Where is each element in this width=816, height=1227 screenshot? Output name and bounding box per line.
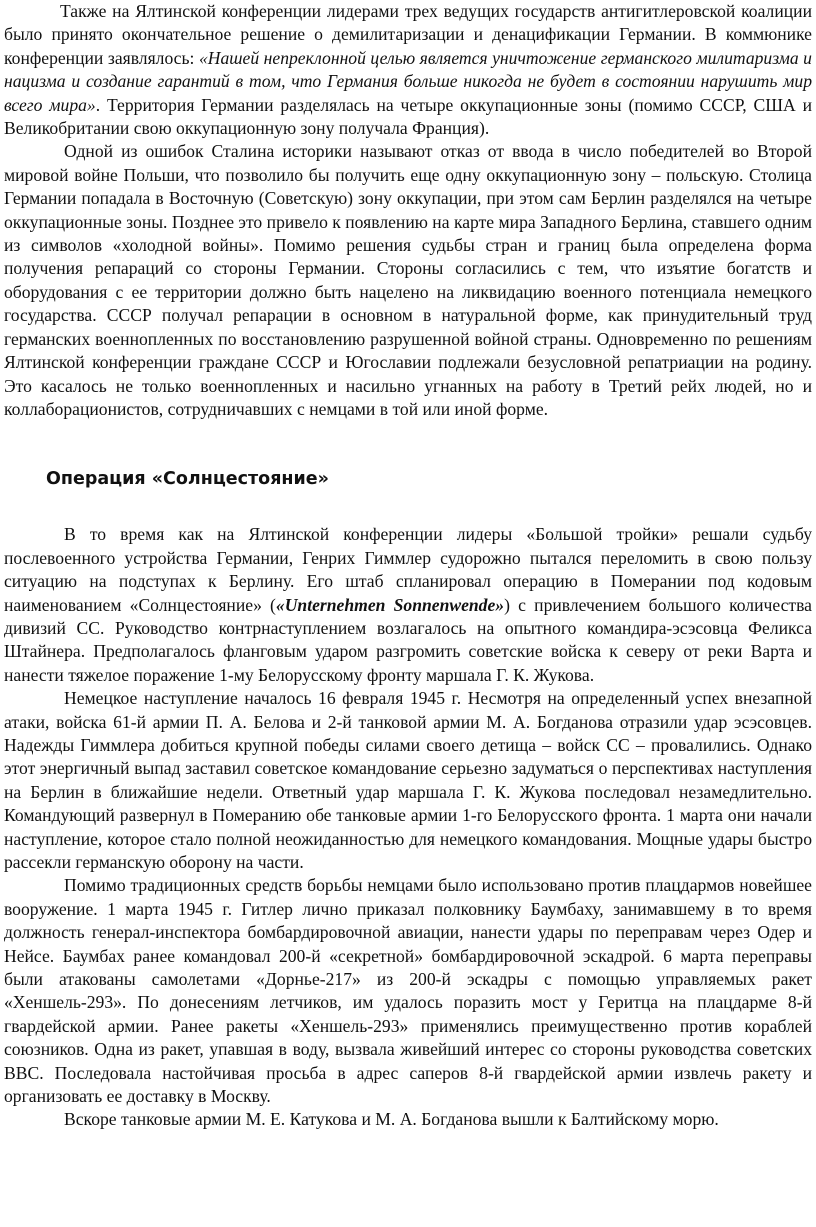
- paragraph-text: Немецкое наступление началось 16 февраля 1945 г. Несмотря на определенный успех внезапной атаки, войска 61-й армии П. А. Белова и 2-й танковой армии М. А. Богданова отразили удар эсэсовцев. Надежды Гиммлера добиться крупной победы силами своего детища – войск СС – провалились. Однако этот энергичный выпад заставил советское командование серьезно задуматься о перспективах наступления на Берлин в ближайшие недели. Ответный удар маршала Г. К. Жукова последовал незамедлительно. Командующий развернул в Померанию обе танковые армии 1-го Белорусского фронта. 1 марта они начали наступление, которое стало полной неожиданностью для немецкого командования. Мощные удары быстро рассекли германскую оборону на части.: [4, 688, 812, 872]
- paragraph-p4: [4, 687, 812, 874]
- paragraph-text: ) с привлечением большого количества дивизий СС. Руководство контрнаступлением возлагалось на опытного командира-эсэсовца Феликса Штайнера. Предполагалось фланговым ударом разгромить советские войска к северу от реки Варта и нанести тяжелое поражение 1-му Белорусскому фронту маршала Г. К. Жукова.: [4, 594, 812, 685]
- paragraph-text: . Территория Германии разделялась на четыре оккупационные зоны (помимо СССР, США и Великобритании свою оккупационную зону получала Франция).: [4, 94, 812, 139]
- paragraph-text: Вскоре танковые армии М. Е. Катукова и М. А. Богданова вышли к Балтийскому морю.: [64, 1109, 719, 1130]
- paragraph-text: Помимо традиционных средств борьбы немцами было использовано против плацдармов новейшее вооружение. 1 марта 1945 г. Гитлер лично приказал полковнику Баумбаху, занимавшему в то время должность генерал-инспектора бомбардировочной авиации, нанести удары по переправам через Одер и Нейсе. Баумбах ранее командовал 200-й «секретной» бомбардировочной эскадрой. 6 марта переправы были атакованы самолетами «Дорнье-217» из 200-й эскадры с помощью управляемых ракет «Хеншель-293». По донесениям летчиков, им удалось поразить мост у Геритца на плацдарме 8-й гвардейской армии. Ранее ракеты «Хеншель-293» применялись преимущественно против кораблей союзников. Одна из ракет, упавшая в воду, вызвала живейший интерес со стороны руководства советских ВВС. Последовала настойчивая просьба в адрес саперов 8-й гвардейской армии извлечь ракету и организовать ее доставку в Москву.: [4, 875, 812, 1107]
- paragraph-p5: [4, 874, 812, 1108]
- emphasized-text: «Нашей непреклонной целью является уничтожение германского милитаризма и нацизма и создание гарантий в том, что Германия больше никогда не будет в состоянии нарушить мир всего мира»: [4, 47, 812, 115]
- paragraph-text: В то время как на Ялтинской конференции лидеры «Большой тройки» решали судьбу послевоенного устройства Германии, Генрих Гиммлер судорожно пытался переломить в свою пользу ситуацию на подступах к Берлину. Его штаб спланировал операцию в Померании под кодовым наименованием «Солнцестояние» (: [4, 524, 812, 615]
- emphasized-text: «Unternehmen Sonnenwende»: [275, 594, 505, 615]
- top-section: [4, 0, 812, 421]
- paragraph-p1: [4, 0, 812, 140]
- paragraph-p3: [4, 523, 812, 687]
- bottom-section: [4, 523, 812, 1132]
- section-heading: Операция «Солнцестояние»: [46, 469, 329, 490]
- paragraph-p6: [4, 1108, 812, 1131]
- paragraph-text: Также на Ялтинской конференции лидерами трех ведущих государств антигитлеровской коалиции было принято окончательное решение о демилитаризации и денацификации Германии. В коммюнике конференции заявлялось:: [4, 1, 812, 68]
- paragraph-p2: [4, 140, 812, 421]
- paragraph-text: Одной из ошибок Сталина историки называют отказ от ввода в число победителей во Второй мировой войне Польши, что позволило бы получить еще одну оккупационную зону – польскую. Столица Германии попадала в Восточную (Советскую) зону оккупации, при этом сам Берлин разделялся на четыре оккупационные зоны. Позднее это привело к появлению на карте мира Западного Берлина, ставшего одним из символов «холодной войны». Помимо решения судьбы стран и границ была определена форма получения репараций со стороны Германии. Стороны согласились с тем, что изъятие богатств и оборудования с ее территории должно быть нацелено на ликвидацию военного потенциала немецкого государства. СССР получал репарации в основном в натуральной форме, как принудительный труд германских военнопленных по восстановлению разрушенной войной страны. Одновременно по решениям Ялтинской конференции граждане СССР и Югославии подлежали безусловной репатриации на родину. Это касалось не только военнопленных и насильно угнанных на работу в Третий рейх людей, но и коллаборационистов, сотрудничавших с немцами в той или иной форме.: [4, 141, 812, 419]
